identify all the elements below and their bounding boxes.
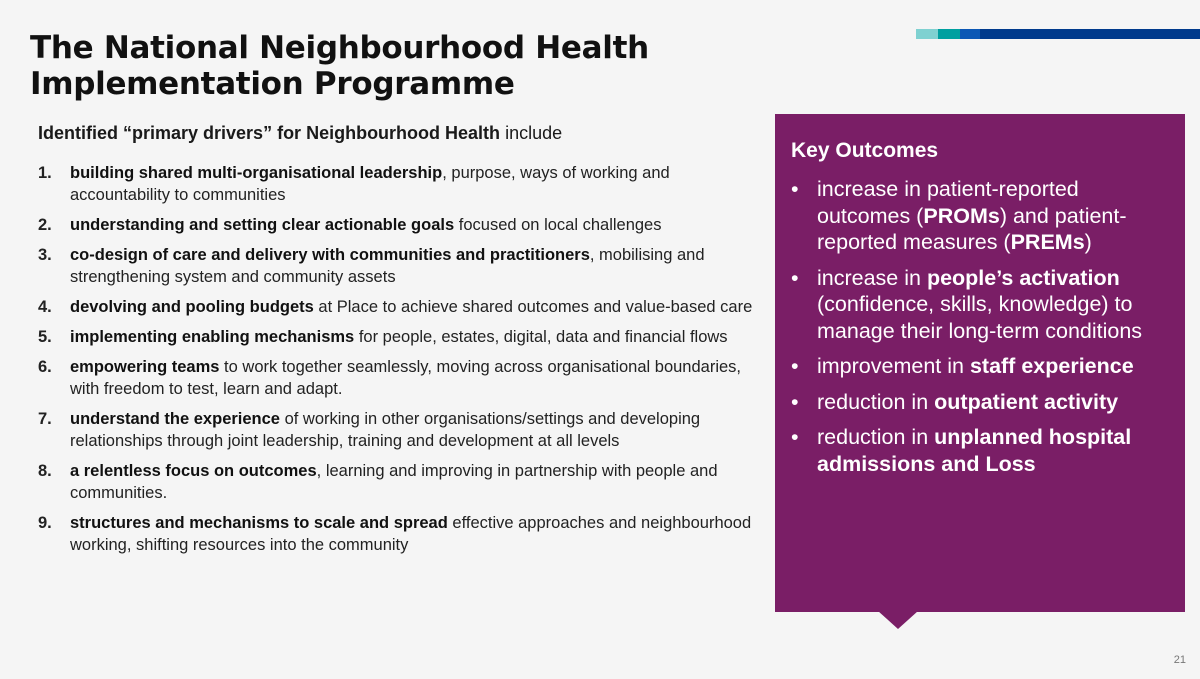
driver-bold: empowering teams xyxy=(70,358,220,376)
title-line-2: Implementation Programme xyxy=(30,66,515,102)
outcome-bold: unplanned hospital admissions and Loss xyxy=(817,425,1132,476)
driver-item xyxy=(38,162,758,206)
driver-text: focused on local challenges xyxy=(454,216,662,234)
outcome-item xyxy=(787,424,1177,477)
intro-bold: Identified “primary drivers” for Neighbourhood Health xyxy=(38,123,501,143)
accent-segment xyxy=(960,29,980,39)
driver-number: 8. xyxy=(38,462,52,480)
outcome-bold: PREMs xyxy=(1010,230,1085,254)
outcome-text: improvement in xyxy=(817,354,970,378)
driver-item xyxy=(38,512,758,556)
driver-number: 7. xyxy=(38,410,52,428)
accent-segment xyxy=(980,29,1200,39)
outcome-item xyxy=(787,389,1177,416)
driver-item xyxy=(38,326,758,348)
bullet-icon: • xyxy=(791,354,799,378)
driver-text: of working in other organisations/settings and developing relationships through joint leadership, training and development at all levels xyxy=(70,410,701,450)
driver-text: for people, estates, digital, data and financial flows xyxy=(354,328,728,346)
driver-bold: a relentless focus on outcomes xyxy=(70,462,317,480)
driver-text: at Place to achieve shared outcomes and value-based care xyxy=(313,298,753,316)
outcome-bold: staff experience xyxy=(969,354,1134,378)
outcome-item xyxy=(787,353,1177,380)
driver-number: 4. xyxy=(38,298,52,316)
bullet-icon: • xyxy=(791,265,799,290)
outcomes-pointer xyxy=(878,611,918,629)
outcome-bold: PROMs xyxy=(923,203,1000,228)
driver-text: to work together seamlessly, moving across organisational boundaries, with freedom to test, learn and adapt. xyxy=(70,358,742,398)
driver-number: 1. xyxy=(38,164,52,182)
outcome-item xyxy=(787,265,1177,345)
outcome-item xyxy=(787,176,1177,256)
driver-text: effective approaches and neighbourhood working, shifting resources into the community xyxy=(70,514,752,554)
outcome-text: increase in xyxy=(817,265,927,290)
driver-number: 5. xyxy=(38,328,52,346)
page-number: 21 xyxy=(1173,654,1186,666)
intro-text xyxy=(38,122,562,144)
accent-segment xyxy=(916,29,938,39)
driver-item xyxy=(38,244,758,288)
driver-text: , mobilising and strengthening system and community assets xyxy=(70,246,705,286)
driver-number: 9. xyxy=(38,514,52,532)
driver-bold: co-design of care and delivery with communities and practitioners xyxy=(70,246,590,264)
intro-rest: include xyxy=(500,123,563,143)
accent-segment xyxy=(938,29,960,39)
driver-item xyxy=(38,356,758,400)
driver-bold: understand the experience xyxy=(70,410,280,428)
driver-bold: understanding and setting clear actionable goals xyxy=(70,216,455,234)
driver-number: 2. xyxy=(38,216,52,234)
key-outcomes-panel xyxy=(775,114,1185,612)
key-outcomes-list xyxy=(787,176,1177,486)
driver-bold: structures and mechanisms to scale and spread xyxy=(70,514,448,532)
driver-number: 6. xyxy=(38,358,52,376)
page-title xyxy=(30,30,790,102)
driver-bold: implementing enabling mechanisms xyxy=(70,328,355,346)
driver-bold: building shared multi-organisational leadership xyxy=(70,164,443,182)
key-outcomes-title: Key Outcomes xyxy=(791,139,939,162)
driver-item xyxy=(38,296,758,318)
driver-text: , learning and improving in partnership with people and communities. xyxy=(70,462,718,502)
bullet-icon: • xyxy=(791,389,799,414)
accent-bar xyxy=(916,29,1200,39)
bullet-icon: • xyxy=(791,177,799,201)
driver-item xyxy=(38,408,758,452)
outcome-bold: people’s activation xyxy=(926,265,1120,290)
driver-item xyxy=(38,460,758,504)
outcome-text: reduction in xyxy=(817,389,935,414)
bullet-icon: • xyxy=(791,425,799,449)
driver-item xyxy=(38,214,758,236)
driver-number: 3. xyxy=(38,246,52,264)
driver-bold: devolving and pooling budgets xyxy=(70,298,314,316)
outcome-text: increase in patient-reported outcomes ( xyxy=(817,177,1079,228)
outcome-bold: outpatient activity xyxy=(934,389,1119,414)
outcome-text: reduction in xyxy=(817,425,935,449)
title-line-1: The National Neighbourhood Health xyxy=(30,30,649,66)
outcome-text: ) and patient-reported measures ( xyxy=(817,203,1127,254)
outcome-text: (confidence, skills, knowledge) to manage their long-term conditions xyxy=(817,292,1143,343)
driver-text: , purpose, ways of working and accountability to communities xyxy=(70,164,670,204)
primary-drivers-list xyxy=(38,162,758,564)
outcome-text: ) xyxy=(1084,230,1092,254)
